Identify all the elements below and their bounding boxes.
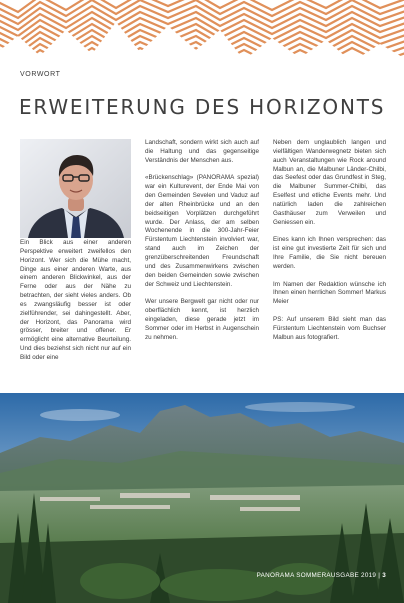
paragraph: Ein Blick aus einer anderen Perspektive erweitert zweifellos den Horizont. Wer sich die Mühe macht, Dinge aus einer anderen Warte, aus einem anderen Blickwinkel, aus der Ferne oder aus der Nähe zu betrachten, der sieht vieles anders. Ob es zwangsläufig besser ist oder zielführender, sei dahingestellt. Aber, der Horizont, das Panorama wird grösser, breiter und offener. Er ermöglicht eine alternative Beurteilung. Und dies beziehst sich nicht nur auf ein Bild oder eine [20, 239, 131, 361]
paragraph: Wer unsere Bergwelt gar nicht oder nur oberflächlich kennt, ist herzlich eingeladen, diese gerade jetzt im Sommer oder im Herbst in Augenschein zu nehmen. [145, 298, 259, 341]
footer-separator: | [378, 572, 381, 579]
section-label: VORWORT [20, 71, 61, 78]
paragraph: Neben dem unglaublich langen und vielfältigen Wanderwegnetz bieten sich auch Veranstaltungen wie Rock around Malbun an, die Malbuner Länder-Chilbi, das Seefest oder das Grundfest in Steg, die Malbuner Summer-Chilbi, das Eselfest und etliche Events mehr. Und natürlich laden die zahlreichen Gasthäuser zum Verweilen und Geniessen ein. [273, 139, 386, 226]
publication-name: PANORAMA SOMMERAUSGABE 2019 [256, 572, 377, 579]
article-column-2 [145, 139, 259, 342]
paragraph: Im Namen der Redaktion wünsche ich Ihnen einen herrlichen Sommer! Markus Meier [273, 280, 386, 306]
page-footer [257, 572, 386, 579]
article-column-1 [20, 239, 131, 363]
page-title: ERWEITERUNG DES HORIZONTS [19, 95, 386, 119]
paragraph: Landschaft, sondern wirkt sich auch auf die Haltung und das gegenseitige Verständnis der Menschen aus. [145, 139, 259, 164]
paragraph: PS: Auf unserem Bild sieht man das Fürstentum Liechtenstein vom Buchser Malbun aus fotografiert. [273, 315, 386, 341]
paragraph: «Brückenschlag» (PANORAMA spezial) war ein Kulturevent, der Ende Mai von den Gemeinden Sevelen und Vaduz auf der alten Rheinbrücke und an den beidseitigen Vorplätzen durchgeführt wurde. Der Anlass, der am selben Wochenende in die 300-Jahr-Feier Fürstentum Liechtenstein involviert war, stand auch im Zeichen der grenzüberschreitenden Freundschaft und des Zusammenwirkens zwischen den beiden Gemeinden sowie zwischen der Schweiz und Liechtenstein. [145, 174, 259, 288]
paragraph: Eines kann ich Ihnen versprechen: das ist eine gut investierte Zeit für sich und Ihre Familie, die Sie nicht bereuen werden. [273, 236, 386, 270]
mountain-pattern-header [0, 0, 404, 66]
author-portrait-photo [20, 139, 131, 238]
page-number: 3 [382, 572, 386, 579]
article-column-3 [273, 139, 386, 342]
